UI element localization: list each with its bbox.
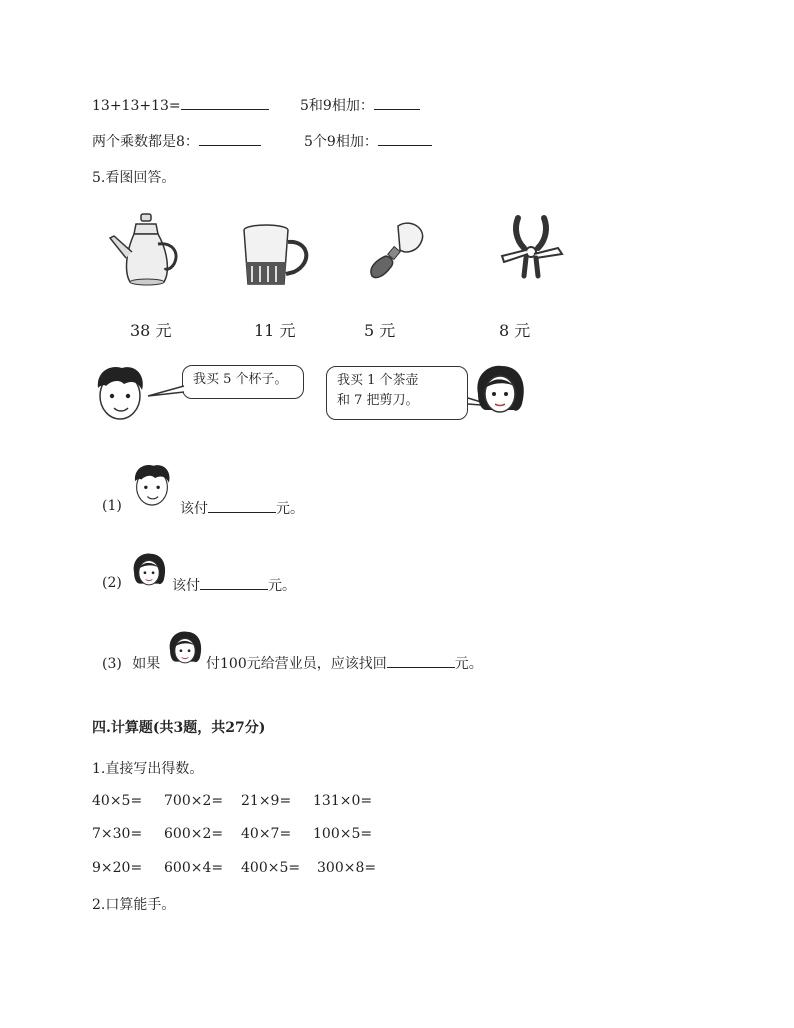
boy-bubble-tail bbox=[146, 384, 186, 398]
fill-row-2-right bbox=[304, 131, 432, 151]
answer-blank[interactable] bbox=[387, 653, 455, 668]
boy-avatar bbox=[94, 364, 146, 422]
calc-item: 600×2= bbox=[164, 826, 224, 842]
girl-speech-bubble bbox=[326, 366, 468, 420]
sub-question-2-body bbox=[172, 575, 296, 595]
girl-avatar-small bbox=[166, 630, 204, 666]
question-1-title: 1.直接写出得数。 bbox=[92, 761, 204, 777]
sub-question-text: 付100元给营业员，应该找回 bbox=[206, 656, 387, 672]
section-4-heading: 四.计算题(共3题，共27分) bbox=[92, 720, 266, 736]
calc-item: 7×30= bbox=[92, 826, 143, 842]
expression-text: 13+13+13= bbox=[92, 98, 181, 114]
answer-blank[interactable] bbox=[374, 95, 420, 110]
price-pliers: 8 元 bbox=[499, 321, 531, 340]
sub-question-number: (2) bbox=[102, 575, 122, 591]
sub-question-1 bbox=[102, 498, 122, 514]
teapot-icon bbox=[108, 212, 184, 288]
calc-item: 131×0= bbox=[313, 793, 373, 809]
trowel-icon bbox=[366, 218, 430, 282]
price-trowel: 5 元 bbox=[364, 321, 396, 340]
answer-blank[interactable] bbox=[378, 131, 432, 146]
sub-question-prefix: 如果 bbox=[132, 656, 161, 672]
sub-question-1-body bbox=[180, 498, 304, 518]
unit-text: 元。 bbox=[454, 656, 483, 672]
sub-question-text: 该付 bbox=[180, 501, 208, 517]
answer-blank[interactable] bbox=[208, 498, 276, 513]
pliers-icon bbox=[496, 214, 566, 280]
boy-avatar-small bbox=[132, 462, 172, 508]
question-2-title: 2.口算能手。 bbox=[92, 897, 176, 913]
question-5-title: 5.看图回答。 bbox=[92, 170, 176, 186]
sub-question-text: 该付 bbox=[172, 578, 200, 594]
answer-blank[interactable] bbox=[199, 131, 261, 146]
boy-speech-text: 我买 5 个杯子。 bbox=[193, 372, 288, 387]
calc-item: 9×20= bbox=[92, 860, 143, 876]
price-cup: 11 元 bbox=[254, 321, 296, 340]
calc-item: 40×7= bbox=[241, 826, 292, 842]
girl-speech-line-2: 和 7 把剪刀。 bbox=[337, 393, 419, 408]
calc-item: 600×4= bbox=[164, 860, 224, 876]
fill-row-1-right bbox=[300, 95, 420, 115]
expression-text: 5个9相加： bbox=[304, 134, 378, 150]
sub-question-3 bbox=[102, 653, 160, 673]
boy-speech-bubble bbox=[182, 365, 304, 399]
girl-avatar-small bbox=[130, 552, 168, 588]
sub-question-2 bbox=[102, 575, 122, 591]
calc-item: 300×8= bbox=[317, 860, 377, 876]
calc-item: 40×5= bbox=[92, 793, 143, 809]
answer-blank[interactable] bbox=[200, 575, 268, 590]
girl-avatar bbox=[472, 364, 528, 416]
answer-blank[interactable] bbox=[181, 95, 269, 110]
sub-question-3-body bbox=[206, 653, 483, 673]
fill-row-1-left bbox=[92, 95, 269, 114]
sub-question-number: (3) bbox=[102, 656, 122, 672]
cup-icon bbox=[238, 222, 314, 288]
calc-item: 21×9= bbox=[241, 793, 292, 809]
expression-text: 5和9相加： bbox=[300, 98, 374, 114]
calc-item: 400×5= bbox=[241, 860, 301, 876]
unit-text: 元。 bbox=[276, 501, 304, 517]
fill-row-2-left bbox=[92, 131, 261, 151]
unit-text: 元。 bbox=[268, 578, 296, 594]
price-teapot: 38 元 bbox=[130, 321, 172, 340]
calc-item: 100×5= bbox=[313, 826, 373, 842]
sub-question-number: (1) bbox=[102, 498, 122, 514]
girl-speech-line-1: 我买 1 个茶壶 bbox=[337, 373, 419, 388]
expression-text: 两个乘数都是8： bbox=[92, 134, 199, 150]
calc-item: 700×2= bbox=[164, 793, 224, 809]
